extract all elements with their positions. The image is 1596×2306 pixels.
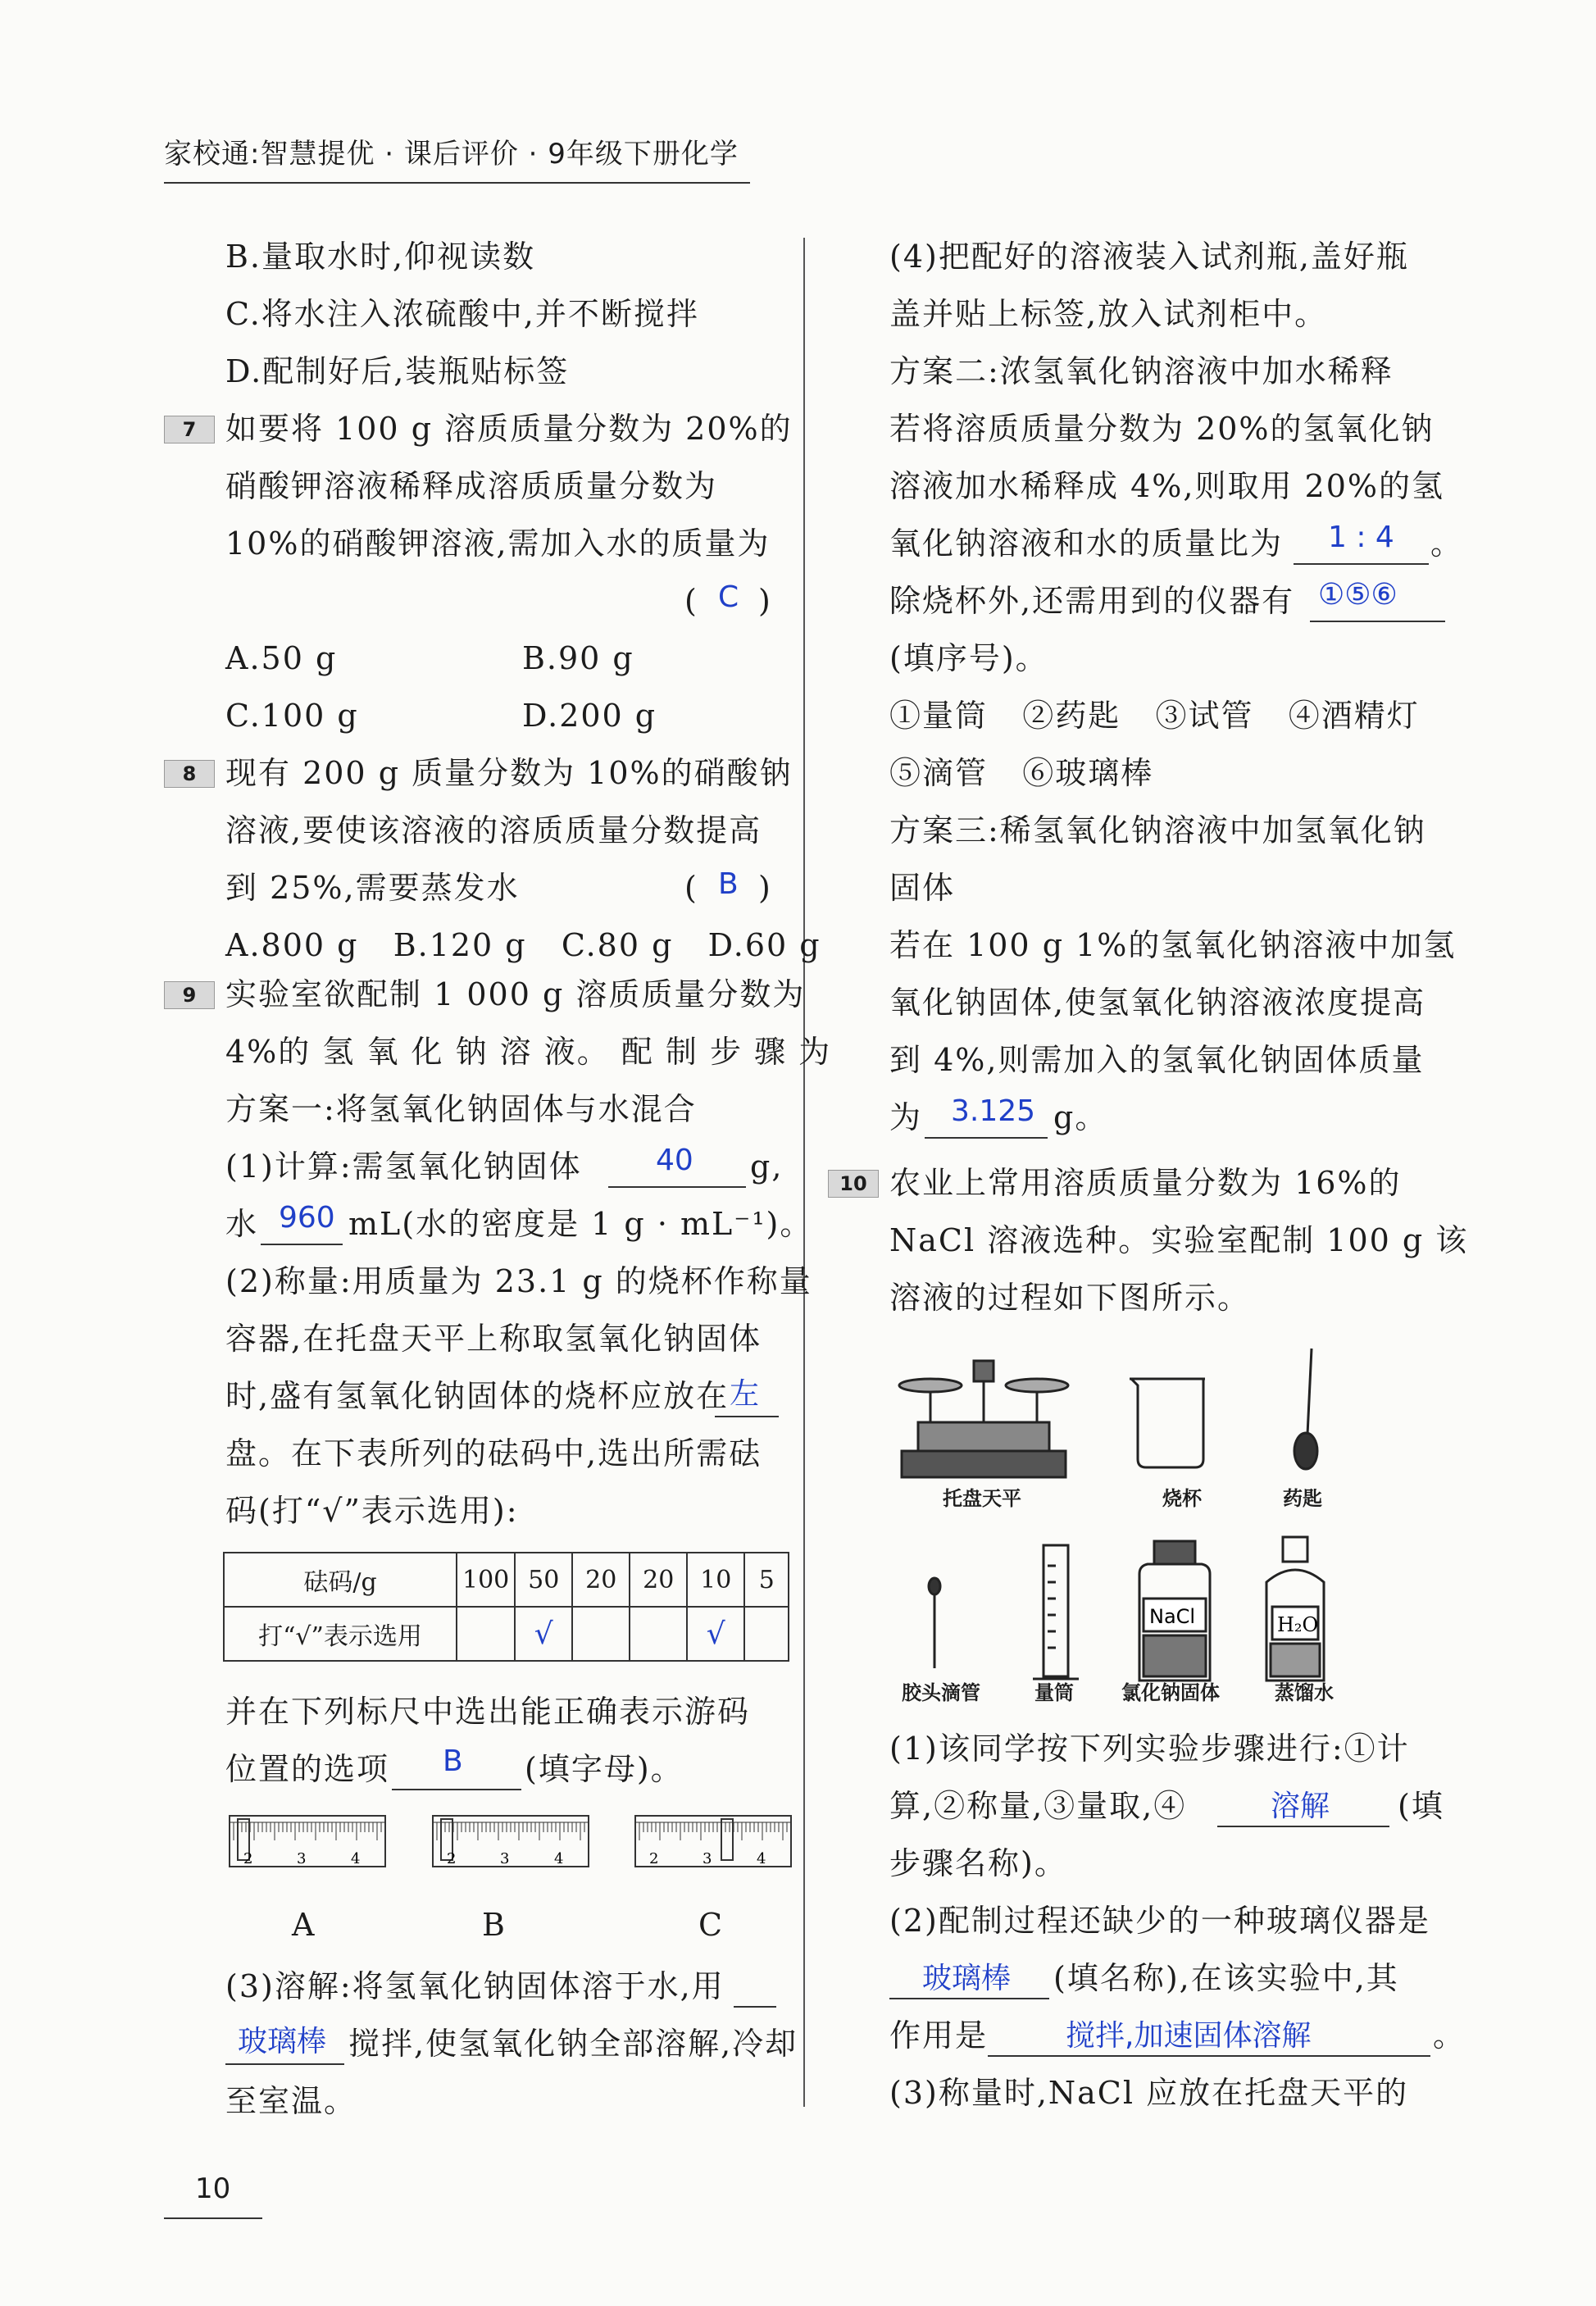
q7-line-3: 10%的硝酸钾溶液,需加入水的质量为: [225, 525, 771, 562]
q7-option-d: D.200 g: [522, 698, 657, 734]
instrument-list-1: ①量筒 ②药匙 ③试管 ④酒精灯: [889, 698, 1420, 734]
q10-step1-line-3: 步骤名称)。: [889, 1845, 1067, 1881]
q7-line-2: 硝酸钾溶液稀释成溶质质量分数为: [225, 468, 718, 504]
q8-paren-right: ): [758, 870, 772, 906]
q9-weigh-line-4: 盘。在下表所列的砝码中,选出所需砝: [225, 1435, 762, 1471]
q7-option-c: C.100 g: [225, 698, 359, 734]
q10-step1-line-1: (1)该同学按下列实验步骤进行:①计: [889, 1731, 1410, 1767]
q9-line-1: 实验室欲配制 1 000 g 溶质质量分数为: [225, 976, 806, 1012]
table-cell: 20: [572, 1553, 630, 1607]
q9-answer-ruler: B: [443, 1744, 463, 1778]
ruler-label-a: A: [292, 1907, 316, 1943]
water-bottle-label: H₂O: [1277, 1613, 1319, 1636]
q10-step1-fill: (填: [1398, 1788, 1444, 1824]
q9-line-2: 4%的 氢 氧 化 钠 溶 液。 配 制 步 骤 为: [225, 1034, 832, 1070]
plan3-title-1: 方案三:稀氢氧化钠溶液中加氢氧化钠: [889, 812, 1426, 848]
q8-line-3: 到 25%,需要蒸发水: [225, 870, 520, 906]
ruler-tick-label: 2: [649, 1850, 659, 1867]
table-header-weight: 砝码/g: [224, 1553, 457, 1607]
ruler-tick-label: 2: [243, 1850, 253, 1867]
q10-number: 10: [828, 1170, 879, 1198]
q7-option-b: B.90 g: [522, 640, 634, 676]
q10-line-3: 溶液的过程如下图所示。: [889, 1280, 1251, 1316]
ruler-tick-label: 3: [297, 1850, 307, 1867]
nacl-bottle-label: NaCl: [1149, 1605, 1196, 1628]
q10-step1-line-2: 算,②称量,③量取,④: [889, 1788, 1187, 1824]
q8-options: A.800 g B.120 g C.80 g D.60 g: [225, 927, 821, 963]
ruler-tick-label: 4: [351, 1850, 361, 1867]
q9-answer-pan: 左: [730, 1377, 760, 1411]
table-header-select: 打“√”表示选用: [224, 1607, 457, 1661]
label-nacl: 氯化钠固体: [1121, 1681, 1220, 1704]
tick-cell: [744, 1607, 789, 1661]
q10-step2-line-3: 作用是: [889, 2017, 989, 2054]
answer-ratio: 1 : 4: [1328, 521, 1394, 554]
q9-ruler-blank: [392, 1789, 521, 1790]
q9-naoh-blank: [608, 1186, 746, 1188]
q9-weigh-line-1: (2)称量:用质量为 23.1 g 的烧杯作称量: [225, 1263, 812, 1299]
q7-line-1: 如要将 100 g 溶质质量分数为 20%的: [225, 411, 793, 447]
q9-ruler-line-1: 并在下列标尺中选出能正确表示游码: [225, 1694, 751, 1730]
plan2-instruments-text: 除烧杯外,还需用到的仪器有: [889, 583, 1295, 619]
q10-line-1: 农业上常用溶质质量分数为 16%的: [889, 1165, 1402, 1201]
ratio-blank: [1294, 563, 1429, 565]
q9-water-blank: [261, 1244, 343, 1245]
q9-number: 9: [164, 981, 215, 1009]
q7-paren-right: ): [758, 583, 772, 619]
table-cell: 100: [457, 1553, 515, 1607]
q9-line-3: 方案一:将氢氧化钠固体与水混合: [225, 1091, 697, 1127]
ruler-figures: [221, 1808, 812, 1881]
q10-step3: (3)称量时,NaCl 应放在托盘天平的: [889, 2075, 1409, 2111]
tick-cell: [630, 1607, 687, 1661]
q9-pan-blank: [715, 1416, 779, 1417]
q6-option-b: B.量取水时,仰视读数: [225, 239, 536, 275]
q7-option-a: A.50 g: [225, 640, 338, 676]
q9-water-label: 水: [225, 1206, 259, 1242]
page-number: 10: [195, 2172, 231, 2205]
plan3-line-2: 氧化钠固体,使氢氧化钠溶液浓度提高: [889, 985, 1426, 1021]
step-blank: [1217, 1826, 1389, 1827]
q9-answer-water: 960: [279, 1201, 335, 1235]
mass-blank: [925, 1137, 1048, 1139]
plan2-fill: (填序号)。: [889, 640, 1048, 676]
table-cell: 5: [744, 1553, 789, 1607]
tick-cell: [457, 1607, 515, 1661]
q9-answer-rod: 玻璃棒: [238, 2025, 327, 2058]
q9-rod-blank-b: [225, 2063, 344, 2065]
page-header: 家校通:智慧提优 · 课后评价 · 9年级下册化学: [164, 138, 739, 171]
role-blank: [988, 2055, 1430, 2057]
plan3-title-2: 固体: [889, 870, 956, 906]
q8-paren-left: (: [684, 870, 698, 906]
q9-calc-unit: g,: [750, 1148, 784, 1185]
answer-mass: 3.125: [951, 1094, 1036, 1128]
q10-step2-line-1: (2)配制过程还缺少的一种玻璃仪器是: [889, 1903, 1430, 1939]
q9-density-text: mL(水的密度是 1 g · mL⁻¹)。: [348, 1206, 813, 1242]
step4-line-1: (4)把配好的溶液装入试剂瓶,盖好瓶: [889, 239, 1409, 275]
balance-icon: [899, 1361, 1068, 1477]
q7-number: 7: [164, 416, 215, 443]
label-balance: 托盘天平: [943, 1487, 1021, 1510]
q8-line-1: 现有 200 g 质量分数为 10%的硝酸钠: [225, 755, 793, 791]
q7-answer: C: [718, 580, 739, 614]
ruler-tick-label: 4: [757, 1850, 766, 1867]
beaker-icon: [1130, 1379, 1205, 1467]
table-row: [224, 1607, 789, 1661]
page-number-rule: [164, 2217, 262, 2219]
q9-weigh-line-2: 容器,在托盘天平上称取氢氧化钠固体: [225, 1321, 762, 1357]
q9-weigh-line-3: 时,盛有氢氧化钠固体的烧杯应放在: [225, 1378, 730, 1414]
q8-answer: B: [718, 867, 739, 901]
instrument-list-2: ⑤滴管 ⑥玻璃棒: [889, 755, 1154, 791]
plan2-line-1: 若将溶质质量分数为 20%的氢氧化钠: [889, 411, 1435, 447]
q10-line-2: NaCl 溶液选种。实验室配制 100 g 该: [889, 1222, 1469, 1258]
ruler-label-c: C: [698, 1907, 725, 1943]
q9-calc-text: (1)计算:需氢氧化钠固体: [225, 1148, 582, 1185]
apparatus-figure: [893, 1336, 1418, 1705]
q9-ruler-line-2: 位置的选项: [225, 1751, 390, 1787]
table-cell: 10: [687, 1553, 744, 1607]
ratio-period: 。: [1430, 525, 1464, 562]
q9-dissolve-line-3: 至室温。: [225, 2083, 357, 2119]
water-bottle-icon: [1266, 1537, 1324, 1681]
answer-glass: 玻璃棒: [922, 1962, 1012, 1995]
q6-option-d: D.配制好后,装瓶贴标签: [225, 353, 570, 389]
tick-cell: √: [687, 1607, 744, 1661]
plan3-for: 为: [889, 1099, 923, 1135]
ruler-tick-label: 2: [447, 1850, 457, 1867]
dropper-icon: [929, 1578, 940, 1668]
label-water: 蒸馏水: [1275, 1681, 1334, 1704]
table-cell: 50: [515, 1553, 572, 1607]
plan3-line-1: 若在 100 g 1%的氢氧化钠溶液中加氢: [889, 927, 1457, 963]
q9-rod-blank-a: [734, 2006, 776, 2008]
ruler-tick-label: 3: [703, 1850, 712, 1867]
q7-paren-left: (: [684, 583, 698, 619]
ruler-tick-label: 4: [554, 1850, 564, 1867]
q10-step2-line-2: (填名称),在该实验中,其: [1053, 1960, 1399, 1996]
label-cylinder: 量筒: [1034, 1681, 1074, 1704]
step4-line-2: 盖并贴上标签,放入试剂柜中。: [889, 296, 1328, 332]
q9-dissolve-line-2: 搅拌,使氢氧化钠全部溶解,冷却: [348, 2026, 798, 2062]
q8-line-2: 溶液,要使该溶液的溶质质量分数提高: [225, 812, 762, 848]
answer-step: 溶解: [1271, 1790, 1330, 1823]
q9-weigh-line-5: 码(打“√”表示选用):: [225, 1493, 519, 1529]
tick-cell: [572, 1607, 630, 1661]
plan2-title: 方案二:浓氢氧化钠溶液中加水稀释: [889, 353, 1394, 389]
weights-table: [223, 1552, 789, 1662]
table-cell: 20: [630, 1553, 687, 1607]
label-beaker: 烧杯: [1162, 1487, 1202, 1510]
instruments-blank: [1310, 621, 1445, 622]
plan2-line-2: 溶液加水稀释成 4%,则取用 20%的氢: [889, 468, 1444, 504]
ruler-label-b: B: [482, 1907, 507, 1943]
spoon-icon: [1294, 1349, 1317, 1469]
tick-cell: √: [515, 1607, 572, 1661]
q9-dissolve-line-1: (3)溶解:将氢氧化钠固体溶于水,用: [225, 1968, 725, 2004]
q10-step2-period: 。: [1433, 2017, 1466, 2054]
header-rule: [164, 182, 750, 184]
answer-role: 搅拌,加速固体溶解: [1066, 2019, 1312, 2053]
q8-number: 8: [164, 760, 215, 788]
ruler-tick-label: 3: [500, 1850, 510, 1867]
q9-ruler-tail: (填字母)。: [525, 1751, 684, 1787]
label-spoon: 药匙: [1283, 1487, 1322, 1510]
q6-option-c: C.将水注入浓硫酸中,并不断搅拌: [225, 296, 699, 332]
plan3-g: g。: [1053, 1099, 1108, 1135]
plan3-line-3: 到 4%,则需加入的氢氧化钠固体质量: [889, 1042, 1425, 1078]
glass-blank: [889, 1998, 1049, 1999]
graduated-cylinder-icon: [1033, 1545, 1079, 1679]
label-dropper: 胶头滴管: [902, 1681, 980, 1704]
table-row: [224, 1553, 789, 1607]
answer-instruments: ①⑤⑥: [1318, 578, 1398, 612]
plan2-ratio-text: 氧化钠溶液和水的质量比为: [889, 525, 1284, 562]
q9-answer-naoh: 40: [656, 1144, 693, 1177]
